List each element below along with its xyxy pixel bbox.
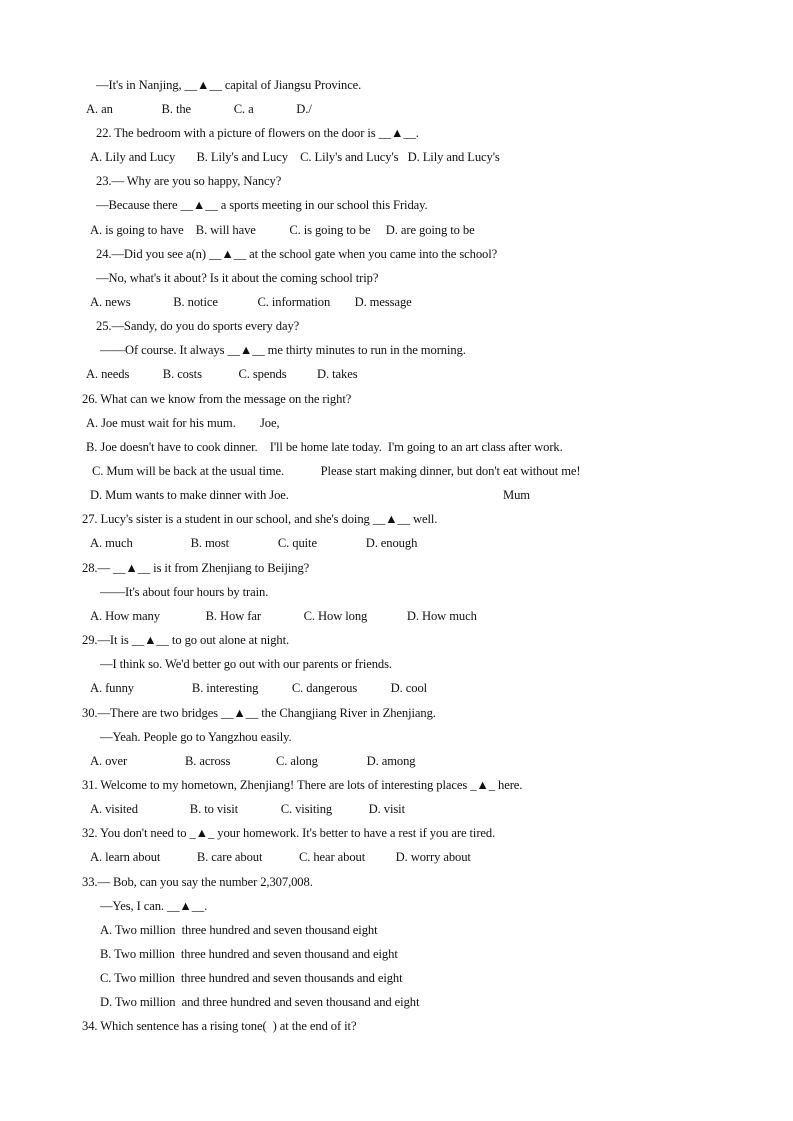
q25-answer-line: ——Of course. It always __▲__ me thirty minutes to run in the morning. bbox=[100, 343, 466, 357]
q33-option-a: A. Two million three hundred and seven thousand eight bbox=[100, 923, 378, 937]
q29-options: A. funny B. interesting C. dangerous D. cool bbox=[90, 681, 428, 695]
q33-option-c: C. Two million three hundred and seven thousands and eight bbox=[100, 971, 403, 985]
q32-question: 32. You don't need to _▲_ your homework. It's better to have a rest if you are tired. bbox=[82, 826, 496, 840]
q25-question: 25.—Sandy, do you do sports every day? bbox=[96, 319, 300, 333]
q28-question: 28.— __▲__ is it from Zhenjiang to Beijing? bbox=[82, 561, 310, 575]
q30-answer-line: —Yeah. People go to Yangzhou easily. bbox=[100, 730, 292, 744]
q30-question: 30.—There are two bridges __▲__ the Changjiang River in Zhenjiang. bbox=[82, 706, 436, 720]
q31-options: A. visited B. to visit C. visiting D. visit bbox=[90, 802, 405, 816]
q34-question: 34. Which sentence has a rising tone( ) at the end of it? bbox=[82, 1019, 357, 1033]
q25-options: A. needs B. costs C. spends D. takes bbox=[86, 367, 358, 381]
q24-answer-line: —No, what's it about? Is it about the coming school trip? bbox=[96, 271, 379, 285]
q26-option-a: A. Joe must wait for his mum. Joe, bbox=[86, 416, 280, 430]
q28-answer-line: ——It's about four hours by train. bbox=[100, 585, 269, 599]
q30-options: A. over B. across C. along D. among bbox=[90, 754, 416, 768]
q33-answer-line: —Yes, I can. __▲__. bbox=[100, 899, 208, 913]
q26-question: 26. What can we know from the message on the right? bbox=[82, 392, 352, 406]
q22-question: 22. The bedroom with a picture of flowers on the door is __▲__. bbox=[96, 126, 419, 140]
q33-option-b: B. Two million three hundred and seven thousand and eight bbox=[100, 947, 398, 961]
q33-question: 33.— Bob, can you say the number 2,307,008. bbox=[82, 875, 313, 889]
q27-options: A. much B. most C. quite D. enough bbox=[90, 536, 418, 550]
q32-options: A. learn about B. care about C. hear about D. worry about bbox=[90, 850, 471, 864]
q27-question: 27. Lucy's sister is a student in our school, and she's doing __▲__ well. bbox=[82, 512, 438, 526]
q29-question: 29.—It is __▲__ to go out alone at night. bbox=[82, 633, 290, 647]
q26-option-c: C. Mum will be back at the usual time. Please start making dinner, but don't eat without me! bbox=[92, 464, 581, 478]
q23-answer-line: —Because there __▲__ a sports meeting in our school this Friday. bbox=[96, 198, 428, 212]
q26-option-b: B. Joe doesn't have to cook dinner. I'll be home late today. I'm going to an art class after work. bbox=[86, 440, 563, 454]
q24-question: 24.—Did you see a(n) __▲__ at the school gate when you came into the school? bbox=[96, 247, 498, 261]
q31-question: 31. Welcome to my hometown, Zhenjiang! There are lots of interesting places _▲_ here. bbox=[82, 778, 523, 792]
message-signature: Mum bbox=[503, 488, 530, 502]
q24-options: A. news B. notice C. information D. message bbox=[90, 295, 412, 309]
q23-question: 23.— Why are you so happy, Nancy? bbox=[96, 174, 282, 188]
q28-options: A. How many B. How far C. How long D. How much bbox=[90, 609, 477, 623]
q21-options: A. an B. the C. a D./ bbox=[86, 102, 312, 116]
q26-option-d: D. Mum wants to make dinner with Joe. bbox=[90, 488, 289, 502]
q22-options: A. Lily and Lucy B. Lily's and Lucy C. Lily's and Lucy's D. Lily and Lucy's bbox=[90, 150, 500, 164]
q33-option-d: D. Two million and three hundred and seven thousand and eight bbox=[100, 995, 420, 1009]
q21-answer-line: —It's in Nanjing, __▲__ capital of Jiangsu Province. bbox=[96, 78, 362, 92]
q23-options: A. is going to have B. will have C. is going to be D. are going to be bbox=[90, 223, 475, 237]
q29-answer-line: —I think so. We'd better go out with our parents or friends. bbox=[100, 657, 392, 671]
